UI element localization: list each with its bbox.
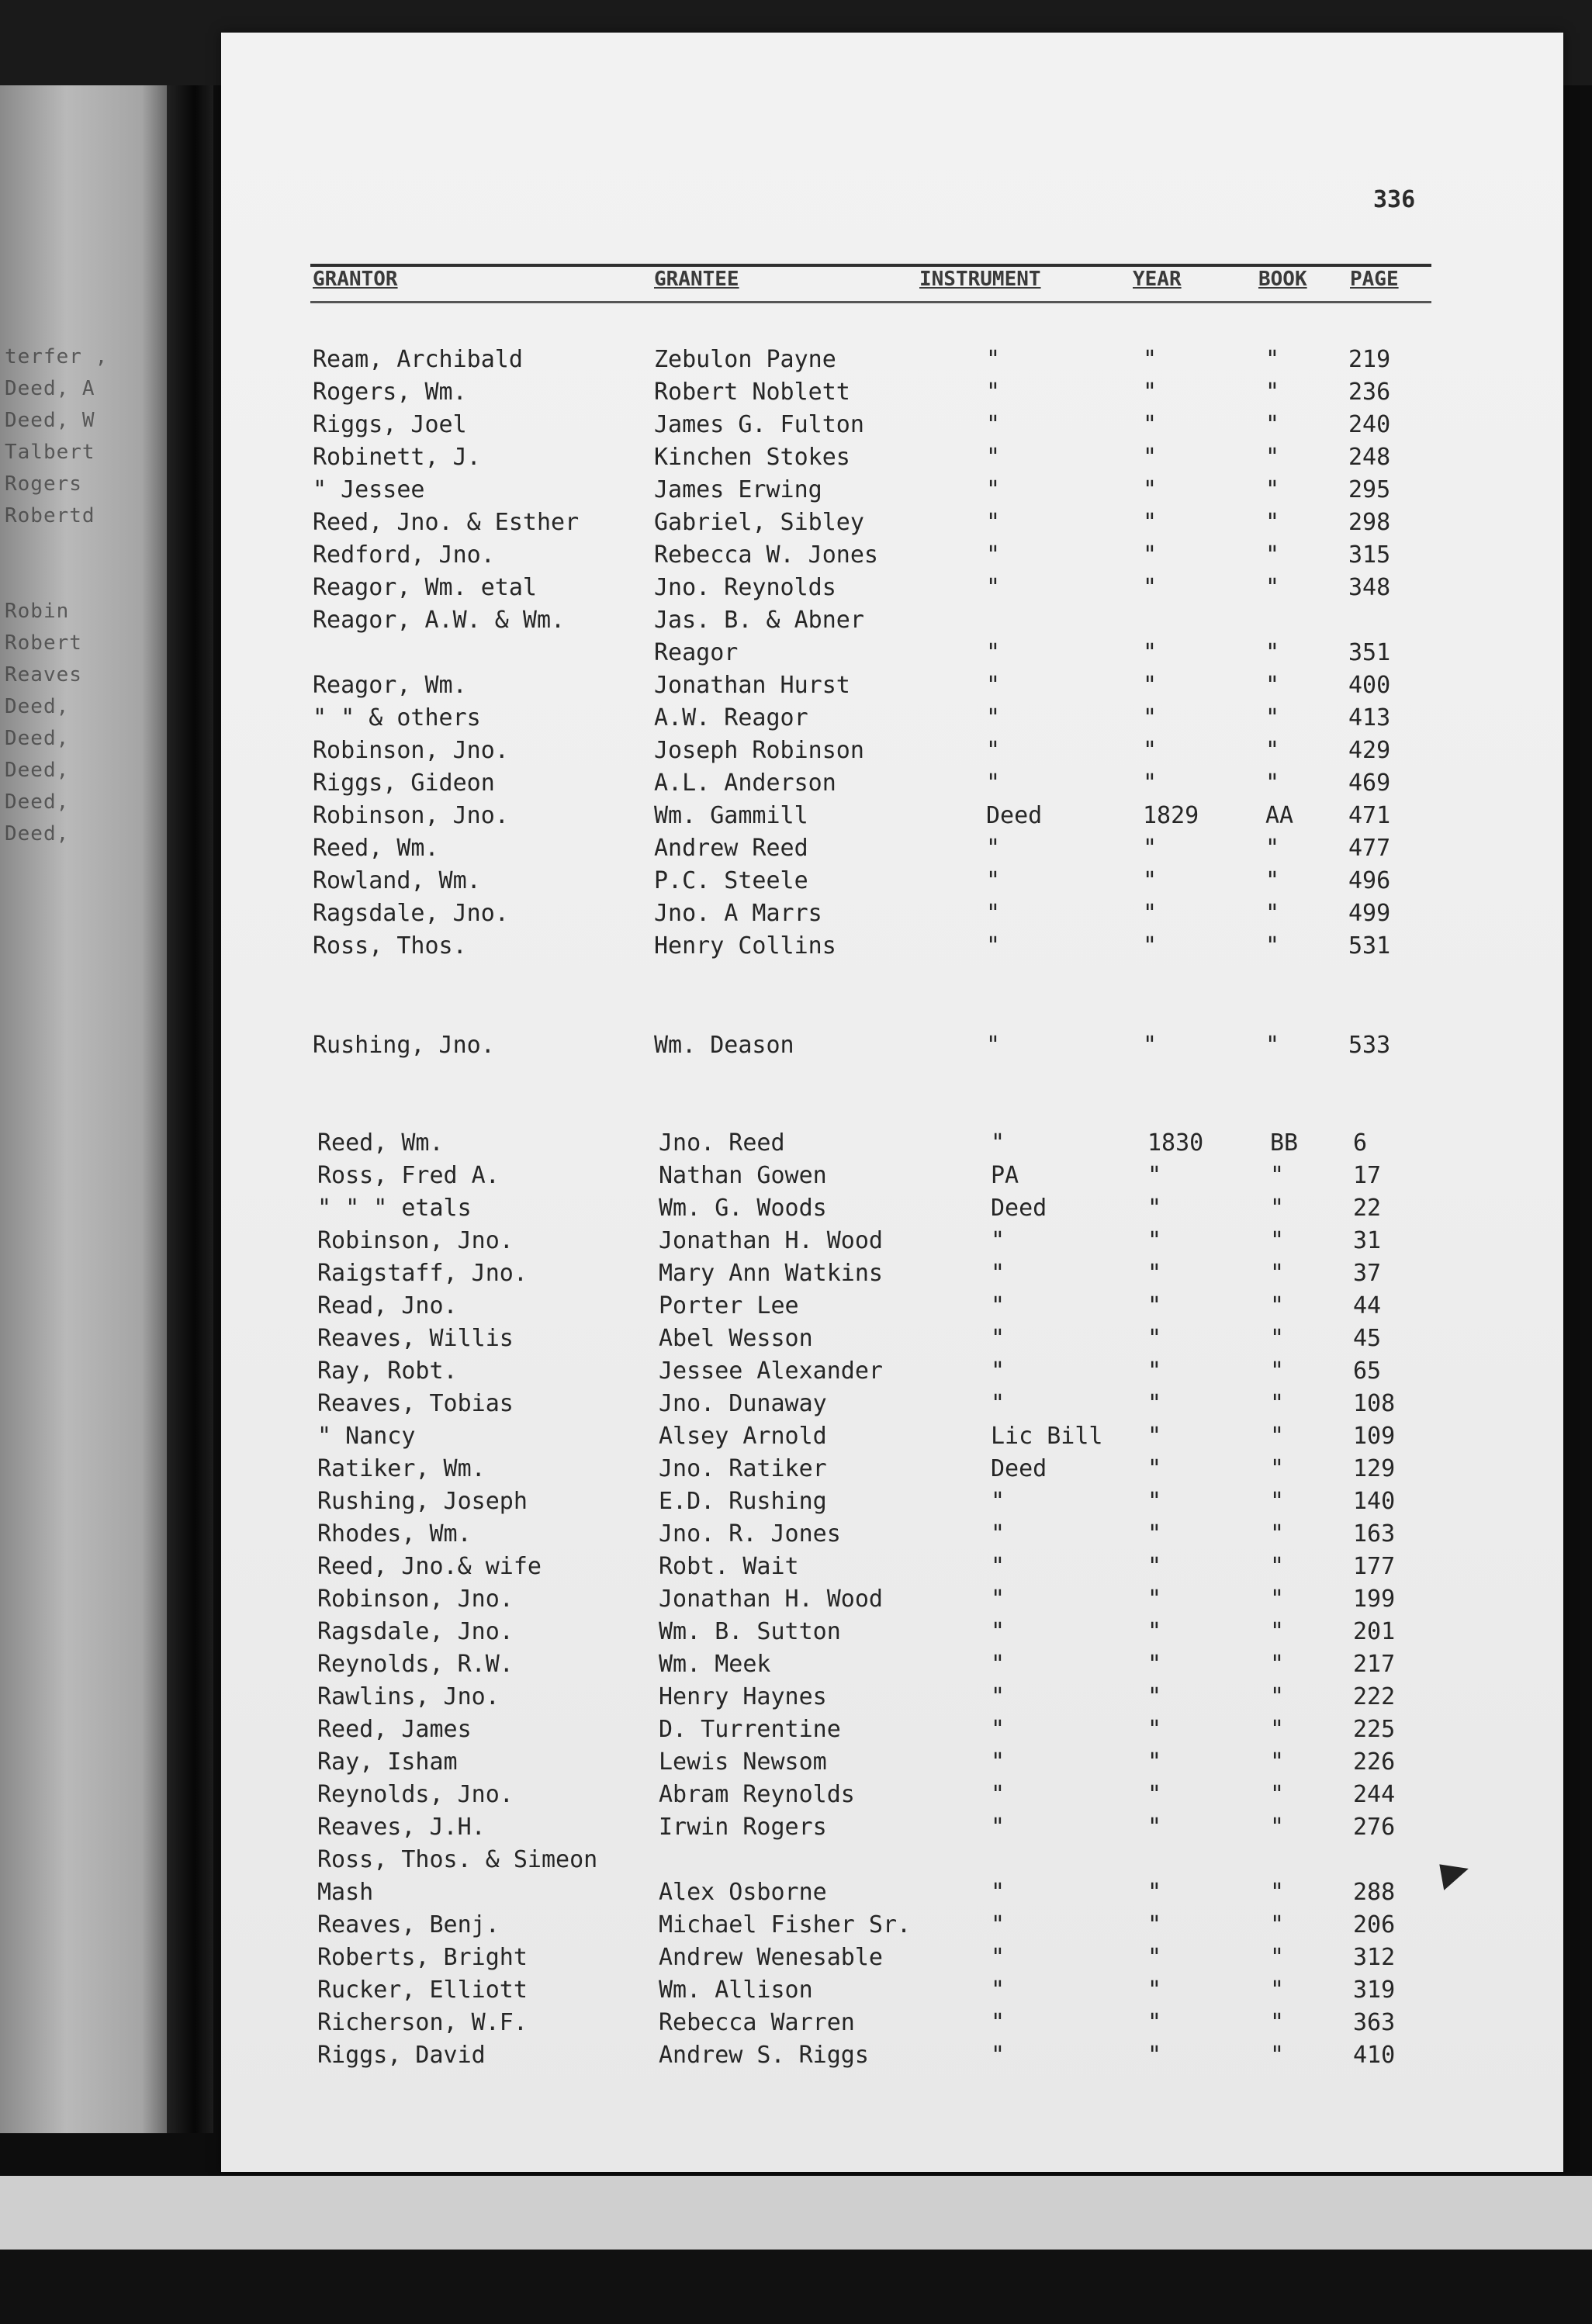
cell-book: " [1270,1944,1285,1971]
cell-book: " [1270,1325,1285,1352]
cell-instrument: " [991,2042,1005,2069]
cell-instrument: " [991,1129,1005,1157]
header-rule-top [310,264,1431,267]
header-instrument: INSTRUMENT [919,268,1041,291]
cell-page: 319 [1353,1976,1396,2004]
cell-page: 140 [1353,1488,1396,1515]
cell-page: 363 [1353,2009,1396,2036]
cell-instrument: " [991,1814,1005,1841]
cell-grantor: Reaves, J.H. [317,1814,486,1841]
cell-grantee: Reagor [654,639,739,666]
cell-book: " [1265,346,1280,373]
cell-year: " [1147,1455,1162,1482]
cell-page: 429 [1348,737,1391,764]
cell-grantee: Mary Ann Watkins [659,1260,883,1287]
cell-instrument: " [991,1651,1005,1678]
cell-grantee: Andrew Wenesable [659,1944,883,1971]
cell-page: 244 [1353,1781,1396,1808]
cell-page: 477 [1348,835,1391,862]
cell-year: " [1143,672,1158,699]
cell-grantee: Wm. G. Woods [659,1195,827,1222]
cell-year: " [1143,444,1158,471]
cell-year: " [1147,1292,1162,1319]
cell-instrument: Deed [991,1455,1047,1482]
cell-instrument: " [986,835,1001,862]
cell-grantee: Alex Osborne [659,1879,827,1906]
cell-year: " [1147,1976,1162,2004]
cell-page: 45 [1353,1325,1382,1352]
cell-instrument: " [991,1553,1005,1580]
cell-grantor: Reed, Jno.& wife [317,1553,542,1580]
cell-year: " [1147,2009,1162,2036]
cell-page: 288 [1353,1879,1396,1906]
cell-instrument: " [986,444,1001,471]
cell-book: " [1270,1423,1285,1450]
cell-page: 219 [1348,346,1391,373]
cell-book: " [1270,1488,1285,1515]
cell-instrument: " [991,1292,1005,1319]
cell-year: " [1143,574,1158,601]
cell-book: " [1270,1520,1285,1548]
cell-page: 17 [1353,1162,1382,1189]
cell-page: 531 [1348,932,1391,960]
cell-instrument: " [986,476,1001,503]
cell-year: 1830 [1147,1129,1204,1157]
cell-grantor: Robinson, Jno. [313,737,509,764]
cell-year: " [1147,1162,1162,1189]
cell-grantee: Wm. Deason [654,1032,794,1059]
cell-grantor: " " " etals [317,1195,472,1222]
cell-page: 410 [1353,2042,1396,2069]
cell-grantee: Jas. B. & Abner [654,607,864,634]
cell-instrument: Deed [986,802,1043,829]
cell-book: " [1270,1748,1285,1776]
cell-year: " [1147,1423,1162,1450]
cell-grantor: Robinson, Jno. [317,1586,514,1613]
cell-page: 312 [1353,1944,1396,1971]
cell-grantor: Read, Jno. [317,1292,458,1319]
cell-grantor: Mash [317,1879,374,1906]
cell-grantee: Jonathan Hurst [654,672,850,699]
cell-instrument: " [991,1488,1005,1515]
cell-instrument: " [991,1976,1005,2004]
header-grantee: GRANTEE [654,268,739,291]
cell-grantee: Joseph Robinson [654,737,864,764]
cell-grantor: Reynolds, R.W. [317,1651,514,1678]
cell-page: 471 [1348,802,1391,829]
cell-grantor: Richerson, W.F. [317,2009,528,2036]
cell-grantee: Kinchen Stokes [654,444,850,471]
cell-grantor: Ragsdale, Jno. [317,1618,514,1645]
cell-year: " [1147,2042,1162,2069]
cell-year: " [1143,900,1158,927]
cell-page: 129 [1353,1455,1396,1482]
cell-year: " [1147,1260,1162,1287]
cell-year: " [1147,1227,1162,1254]
cell-grantee: Abel Wesson [659,1325,813,1352]
cell-book: " [1270,1683,1285,1710]
cell-page: 199 [1353,1586,1396,1613]
cell-page: 400 [1348,672,1391,699]
cell-book: " [1270,2009,1285,2036]
cell-instrument: " [991,1586,1005,1613]
cell-grantor: " " & others [313,704,481,731]
cell-grantee: Andrew Reed [654,835,808,862]
cell-grantee: A.L. Anderson [654,769,836,797]
cell-grantor: Robinson, Jno. [317,1227,514,1254]
cell-year: " [1143,932,1158,960]
cell-grantor: Reed, Jno. & Esther [313,509,580,536]
cell-grantor: Reagor, A.W. & Wm. [313,607,566,634]
cell-grantee: Alsey Arnold [659,1423,827,1450]
cell-grantor: Redford, Jno. [313,541,495,569]
cell-grantor: Riggs, Joel [313,411,467,438]
cell-year: " [1143,639,1158,666]
cell-grantee: Jno. A Marrs [654,900,822,927]
cell-book: " [1265,379,1280,406]
cell-instrument: " [986,704,1001,731]
cell-book: " [1270,1618,1285,1645]
cell-grantee: Henry Collins [654,932,836,960]
cell-instrument: " [986,737,1001,764]
cell-book: " [1270,1976,1285,2004]
cell-year: " [1143,704,1158,731]
cell-grantee: Jno. Reynolds [654,574,836,601]
cell-grantee: Irwin Rogers [659,1814,827,1841]
cell-grantee: Henry Haynes [659,1683,827,1710]
cell-instrument: " [986,769,1001,797]
cell-instrument: " [991,1227,1005,1254]
cell-book: " [1265,509,1280,536]
cell-grantee: Wm. Gammill [654,802,808,829]
cell-grantor: Ross, Fred A. [317,1162,500,1189]
cell-instrument: " [986,379,1001,406]
cell-grantor: Ross, Thos. [313,932,467,960]
cell-grantee: Abram Reynolds [659,1781,855,1808]
cell-grantor: Reynolds, Jno. [317,1781,514,1808]
cell-year: " [1147,1520,1162,1548]
cell-instrument: " [986,932,1001,960]
cell-year: " [1143,737,1158,764]
cell-grantee: Wm. Allison [659,1976,813,2004]
cell-book: " [1270,1455,1285,1482]
cell-instrument: " [991,1618,1005,1645]
cell-page: 201 [1353,1618,1396,1645]
cell-book: " [1270,1227,1285,1254]
cell-book: " [1265,835,1280,862]
cell-grantor: Ragsdale, Jno. [313,900,509,927]
cell-page: 499 [1348,900,1391,927]
cell-instrument: " [991,1748,1005,1776]
cell-page: 496 [1348,867,1391,894]
cell-book: " [1270,1553,1285,1580]
page-number: 336 [1373,186,1416,213]
cell-year: " [1143,476,1158,503]
cell-grantor: Reed, Wm. [317,1129,444,1157]
cell-grantee: Wm. Meek [659,1651,771,1678]
cell-page: 533 [1348,1032,1391,1059]
cell-instrument: " [986,639,1001,666]
cell-grantor: Ross, Thos. & Simeon [317,1846,598,1873]
arrow-marker-icon [1439,1859,1471,1890]
cell-year: " [1147,1390,1162,1417]
cell-grantee: Robt. Wait [659,1553,799,1580]
adjacent-page-text: terfer , Deed, A Deed, W Talbert Rogers Robertd Robin Robert Reaves Deed, Deed, Deed, Deed, Deed, [5,345,109,846]
cell-grantee: D. Turrentine [659,1716,841,1743]
film-frame-bottom [0,2176,1592,2250]
cell-book: " [1265,672,1280,699]
cell-book: " [1265,411,1280,438]
cell-grantor: Riggs, David [317,2042,486,2069]
cell-instrument: " [991,1944,1005,1971]
cell-year: " [1143,867,1158,894]
cell-instrument: " [986,867,1001,894]
cell-page: 6 [1353,1129,1368,1157]
cell-grantor: Rushing, Joseph [317,1488,528,1515]
cell-year: " [1147,1814,1162,1841]
cell-book: " [1265,900,1280,927]
cell-instrument: " [991,1911,1005,1938]
cell-book: " [1270,1195,1285,1222]
cell-grantee: Nathan Gowen [659,1162,827,1189]
cell-grantor: Reed, James [317,1716,472,1743]
cell-grantee: Jno. Dunaway [659,1390,827,1417]
cell-instrument: " [991,1879,1005,1906]
cell-page: 217 [1353,1651,1396,1678]
cell-grantee: James G. Fulton [654,411,864,438]
cell-grantor: Reagor, Wm. [313,672,467,699]
cell-instrument: " [991,1325,1005,1352]
cell-year: " [1147,1325,1162,1352]
cell-instrument: " [991,1260,1005,1287]
cell-grantor: Robinett, J. [313,444,481,471]
cell-instrument: " [986,1032,1001,1059]
cell-instrument: Deed [991,1195,1047,1222]
cell-page: 248 [1348,444,1391,471]
cell-year: " [1147,1944,1162,1971]
cell-page: 163 [1353,1520,1396,1548]
cell-page: 236 [1348,379,1391,406]
cell-grantee: Porter Lee [659,1292,799,1319]
cell-grantor: Rushing, Jno. [313,1032,495,1059]
cell-book: " [1265,737,1280,764]
cell-year: " [1143,769,1158,797]
cell-page: 206 [1353,1911,1396,1938]
cell-instrument: " [986,346,1001,373]
cell-year: " [1143,509,1158,536]
cell-page: 276 [1353,1814,1396,1841]
cell-book: " [1265,704,1280,731]
cell-grantor: " Nancy [317,1423,416,1450]
cell-book: " [1265,1032,1280,1059]
cell-grantee: Gabriel, Sibley [654,509,864,536]
cell-grantor: Raigstaff, Jno. [317,1260,528,1287]
cell-book: " [1270,1586,1285,1613]
cell-year: " [1147,1716,1162,1743]
cell-grantor: Ray, Isham [317,1748,458,1776]
cell-year: " [1147,1357,1162,1385]
cell-grantor: Riggs, Gideon [313,769,495,797]
cell-year: " [1147,1781,1162,1808]
cell-grantor: Rucker, Elliott [317,1976,528,2004]
cell-year: " [1143,379,1158,406]
cell-grantor: " Jessee [313,476,425,503]
cell-grantee: Wm. B. Sutton [659,1618,841,1645]
cell-instrument: " [991,1357,1005,1385]
cell-book: " [1270,1292,1285,1319]
cell-book: " [1265,932,1280,960]
cell-book: " [1265,476,1280,503]
cell-instrument: " [986,574,1001,601]
cell-book: " [1265,574,1280,601]
cell-book: " [1270,1781,1285,1808]
cell-grantee: Rebecca W. Jones [654,541,878,569]
cell-grantor: Rowland, Wm. [313,867,481,894]
cell-book: " [1270,1716,1285,1743]
cell-year: " [1147,1586,1162,1613]
cell-year: " [1147,1879,1162,1906]
cell-grantee: Rebecca Warren [659,2009,855,2036]
cell-year: " [1147,1683,1162,1710]
cell-book: " [1270,1390,1285,1417]
film-frame-edge [0,2250,1592,2324]
cell-instrument: " [986,900,1001,927]
cell-book: " [1270,1651,1285,1678]
adjacent-page [0,85,167,2133]
cell-grantee: Jonathan H. Wood [659,1227,883,1254]
cell-book: " [1265,541,1280,569]
cell-grantor: Ream, Archibald [313,346,523,373]
cell-year: " [1147,1553,1162,1580]
cell-grantee: Robert Noblett [654,379,850,406]
book-gutter [167,85,213,2133]
header-grantor: GRANTOR [313,268,398,291]
cell-grantee: Jessee Alexander [659,1357,883,1385]
cell-book: " [1265,769,1280,797]
cell-page: 177 [1353,1553,1396,1580]
cell-year: " [1143,541,1158,569]
cell-year: " [1147,1618,1162,1645]
cell-book: " [1270,1162,1285,1189]
cell-grantee: P.C. Steele [654,867,808,894]
cell-grantor: Reaves, Tobias [317,1390,514,1417]
cell-page: 108 [1353,1390,1396,1417]
cell-book: " [1265,639,1280,666]
cell-instrument: " [991,1781,1005,1808]
cell-book: " [1265,867,1280,894]
cell-page: 469 [1348,769,1391,797]
cell-grantor: Rogers, Wm. [313,379,467,406]
cell-grantor: Ratiker, Wm. [317,1455,486,1482]
cell-instrument: " [991,1520,1005,1548]
cell-book: " [1265,444,1280,471]
cell-year: " [1147,1911,1162,1938]
cell-instrument: " [991,1683,1005,1710]
cell-page: 65 [1353,1357,1382,1385]
cell-instrument: Lic Bill [991,1423,1103,1450]
cell-page: 222 [1353,1683,1396,1710]
cell-book: AA [1265,802,1294,829]
cell-grantor: Robinson, Jno. [313,802,509,829]
cell-year: " [1143,346,1158,373]
cell-instrument: PA [991,1162,1019,1189]
cell-grantee: Michael Fisher Sr. [659,1911,912,1938]
cell-page: 240 [1348,411,1391,438]
cell-page: 315 [1348,541,1391,569]
cell-instrument: " [986,672,1001,699]
cell-year: " [1147,1651,1162,1678]
cell-grantee: Lewis Newsom [659,1748,827,1776]
cell-book: " [1270,1911,1285,1938]
cell-page: 295 [1348,476,1391,503]
header-rule-bottom [310,301,1431,303]
cell-grantor: Reagor, Wm. etal [313,574,537,601]
cell-page: 351 [1348,639,1391,666]
cell-instrument: " [991,2009,1005,2036]
cell-grantee: A.W. Reagor [654,704,808,731]
cell-page: 31 [1353,1227,1382,1254]
cell-book: " [1270,1814,1285,1841]
cell-book: BB [1270,1129,1299,1157]
cell-year: " [1147,1488,1162,1515]
header-page: PAGE [1350,268,1399,291]
cell-grantor: Ray, Robt. [317,1357,458,1385]
cell-instrument: " [986,509,1001,536]
cell-grantor: Reed, Wm. [313,835,439,862]
cell-year: " [1143,1032,1158,1059]
cell-grantee: E.D. Rushing [659,1488,827,1515]
cell-instrument: " [991,1390,1005,1417]
cell-grantor: Reaves, Benj. [317,1911,500,1938]
cell-year: " [1147,1195,1162,1222]
cell-book: " [1270,1357,1285,1385]
cell-book: " [1270,1879,1285,1906]
cell-book: " [1270,1260,1285,1287]
cell-grantor: Roberts, Bright [317,1944,528,1971]
header-year: YEAR [1133,268,1182,291]
cell-grantee: Andrew S. Riggs [659,2042,869,2069]
cell-page: 44 [1353,1292,1382,1319]
cell-page: 109 [1353,1423,1396,1450]
cell-instrument: " [986,411,1001,438]
cell-grantee: Jonathan H. Wood [659,1586,883,1613]
cell-year: 1829 [1143,802,1199,829]
cell-year: " [1143,835,1158,862]
cell-page: 226 [1353,1748,1396,1776]
cell-page: 348 [1348,574,1391,601]
cell-page: 37 [1353,1260,1382,1287]
cell-grantee: Jno. Ratiker [659,1455,827,1482]
cell-page: 298 [1348,509,1391,536]
cell-page: 22 [1353,1195,1382,1222]
cell-year: " [1147,1748,1162,1776]
cell-instrument: " [986,541,1001,569]
cell-grantor: Reaves, Willis [317,1325,514,1352]
cell-page: 413 [1348,704,1391,731]
cell-grantee: Zebulon Payne [654,346,836,373]
cell-grantor: Rawlins, Jno. [317,1683,500,1710]
cell-page: 225 [1353,1716,1396,1743]
cell-instrument: " [991,1716,1005,1743]
header-book: BOOK [1258,268,1307,291]
cell-grantee: Jno. Reed [659,1129,785,1157]
cell-grantee: Jno. R. Jones [659,1520,841,1548]
cell-year: " [1143,411,1158,438]
cell-grantor: Rhodes, Wm. [317,1520,472,1548]
cell-book: " [1270,2042,1285,2069]
cell-grantee: James Erwing [654,476,822,503]
